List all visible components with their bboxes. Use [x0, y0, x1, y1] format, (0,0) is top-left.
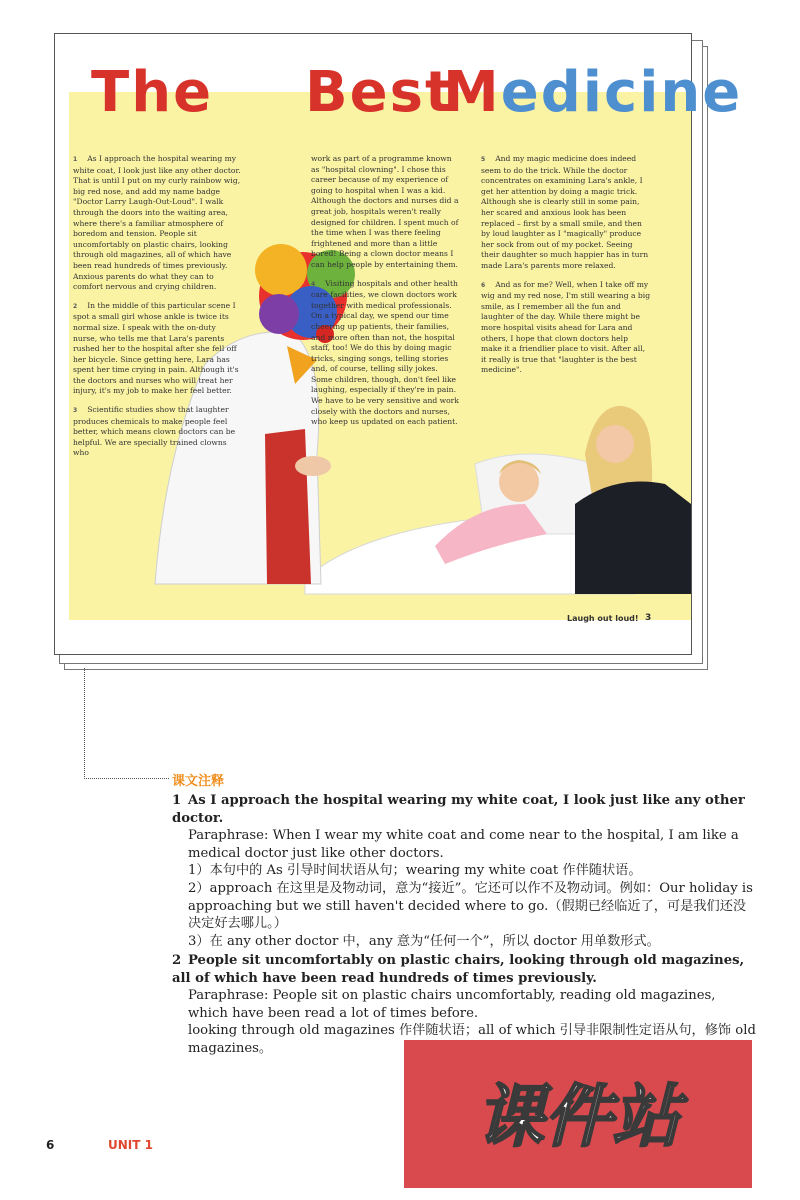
note-point: 2）approach 在这里是及物动词，意为“接近”。它还可以作不及物动词。例如：Our holiday is approaching but we still haven't decided where to go.（假期已经临近了，可是我们还没决定好去哪儿。） [188, 880, 753, 932]
article-paragraph-3 [73, 405, 241, 459]
paragraph-text: As I approach the hospital wearing my white coat, I look just like any other doctor. That is until I put on my curly rainbow wig, big red nose, and add my name badge "Doctor Larry Laugh-Out-Loud". I walk through the doors into the waiting area, where there's a familiar atmosphere of boredom and tension. People sit uncomfortably on plastic chairs, looking through old magazines, all of which have been read hundreds of times previously. Anxious parents do what they can to comfort nervous and crying children. [73, 154, 241, 292]
note-point: 3）在 any other doctor 中，any 意为“任何一个”，所以 doctor 用单数形式。 [188, 933, 660, 949]
paragraph-text: Visiting hospitals and other health care facilities, we clown doctors work together with medical professionals. On a typical day, we spend our time cheering up patients, their families, and more often than not, the hospital staff, too! We do this by doing magic tricks, singing songs, telling stories and, of course, telling silly jokes. Some children, though, don't feel like laughing, especially if they're in pain. We have to be very sensitive and work closely with the doctors and nurses, who keep us updated on each patient. [311, 278, 459, 427]
note-heading-text: As I approach the hospital wearing my white coat, I look just like any other doctor. [172, 793, 745, 826]
article-paragraph-5 [481, 154, 651, 272]
page-footer-title: Laugh out loud! [567, 614, 639, 623]
paragraph-number: 2 [73, 302, 78, 310]
article-column-1 [73, 154, 241, 467]
notes-section-title: 课文注释 [172, 774, 225, 789]
dotted-connector-line [84, 668, 169, 779]
page-number: 6 [46, 1138, 55, 1152]
paragraph-text: And as for me? Well, when I take off my wig and my red nose, I'm still wearing a big smile, as I remember all the fun and laughter of the day. While there might be more hospital visits ahead for Lara and others, I hope that clown doctors help make it a friendlier place to visit. After all, it really is true that "laughter is the best medicine". [481, 279, 651, 375]
paragraph-number: 5 [481, 156, 486, 163]
unit-label: UNIT 1 [108, 1138, 153, 1152]
page-footer-number: 3 [645, 613, 652, 623]
title-word-the: The [91, 60, 214, 125]
paragraph-number: 1 [73, 156, 78, 163]
paragraph-number: 6 [481, 281, 486, 289]
article-paragraph-3-cont [311, 154, 461, 271]
article-paragraph-1 [73, 154, 241, 293]
paragraph-text: Scientific studies show that laughter produces chemicals to make people feel better, which means clown doctors can be helpful. We are specially trained clowns who [73, 405, 236, 458]
note-paraphrase: Paraphrase: People sit on plastic chairs uncomfortably, reading old magazines, which have been read a lot of times before. [188, 988, 716, 1021]
textbook-page [54, 33, 743, 655]
article-paragraph-2 [73, 301, 241, 397]
article-column-2 [311, 154, 461, 436]
title-medicine-rest: edicine [500, 60, 743, 125]
note-item-1 [172, 792, 756, 950]
note-heading [172, 952, 756, 987]
note-number: 2 [172, 953, 182, 968]
note-heading [172, 792, 756, 827]
article-paragraph-6 [481, 280, 651, 376]
paragraph-text: work as part of a programme known as "hospital clowning". I chose this career because of my experience of going to hospital when I was a kid. Although the doctors and nurses did a great job, hospitals weren't really designed for children. I spent much of the time when I was there feeling frightened and more than a little bored! Being a clown doctor means I can help people by entertaining them. [311, 154, 459, 269]
article-paragraph-4 [311, 279, 461, 428]
watermark-text: 课件站 [475, 1078, 681, 1157]
title-word-best: Best [305, 60, 454, 125]
note-number: 1 [172, 793, 182, 808]
note-paraphrase: Paraphrase: When I wear my white coat and come near to the hospital, I am like a medical doctor just like other doctors. [188, 828, 739, 861]
article-column-3 [481, 154, 651, 384]
paragraph-number: 3 [73, 407, 78, 415]
title-letter-m: M [443, 60, 501, 125]
paragraph-text: In the middle of this particular scene I spot a small girl whose ankle is twice its normal size. I speak with the on-duty nurse, who tells me that Lara's parents rushed her to the hospital after she fell off her bicycle. Since getting here, Lara has spent her time crying in pain. Although it's the doctors and nurses who will treat her injury, it's my job to make her feel better. [73, 300, 239, 396]
note-heading-text: People sit uncomfortably on plastic chairs, looking through old magazines, all of which have been read hundreds of times previously. [172, 953, 745, 986]
note-explanation: looking through old magazines 作伴随状语；all of which 引导非限制性定语从句，修饰 old magazines。 [188, 1023, 756, 1056]
paragraph-number: 4 [311, 280, 316, 288]
site-watermark-logo [404, 1040, 752, 1188]
paragraph-text: And my magic medicine does indeed seem to do the trick. While the doctor concentrates on examining Lara's ankle, I get her attention by doing a magic trick. Although she is clearly still in some pain, her scared and anxious look has been replaced – first by a small smile, and then by loud laughter as I "magically" produce her sock from out of my pocket. Seeing their daughter so much happier has in turn made Lara's parents more relaxed. [481, 154, 649, 270]
note-point: 1）本句中的 As 引导时间状语从句；wearing my white coat 作伴随状语。 [188, 863, 642, 879]
